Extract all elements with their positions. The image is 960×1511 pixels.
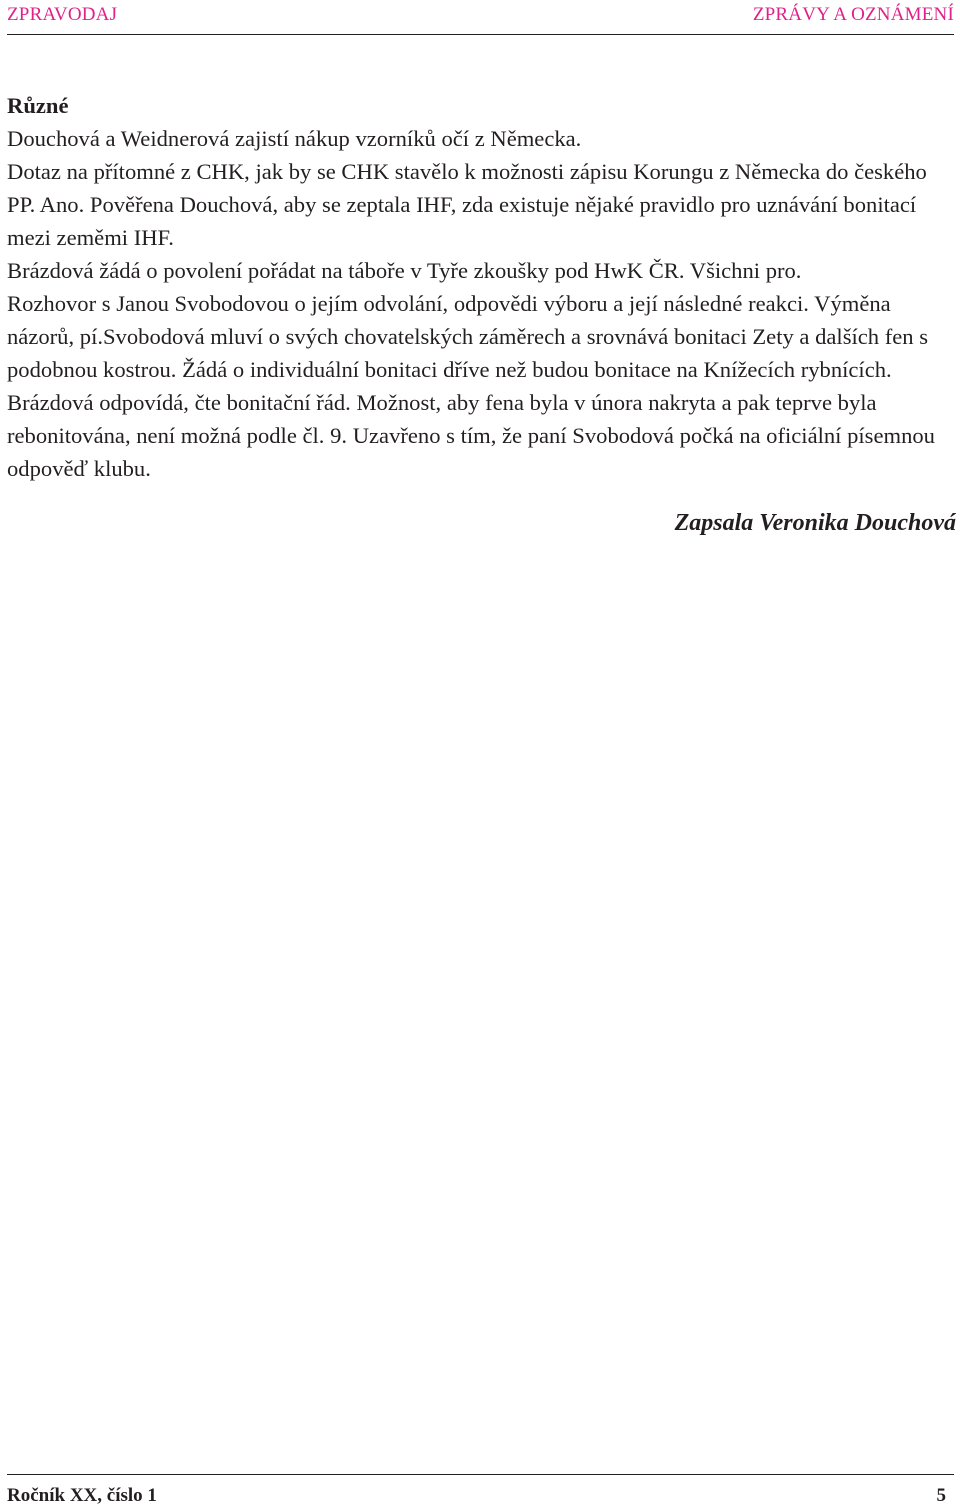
signature: Zapsala Veronika Douchová [674,510,956,536]
section-title: ZPRÁVY A OZNÁMENÍ [752,4,954,25]
publication-title: ZPRAVODAJ [7,4,118,25]
article-body [7,89,957,485]
page-number: 5 [936,1485,946,1506]
page-header [7,0,954,35]
section-heading: Různé [7,93,69,118]
paragraph: Rozhovor s Janou Svobodovou o jejím odvolání, odpovědi výboru a její následné reakci. Výměna názorů, pí.Svobodová mluví o svých chovatelských záměrech a srovnává bonitaci Zety a dalších fen s podobnou kostrou. Žádá o individuální bonitaci dříve než budou bonitace na Knížecích rybnících. Brázdová odpovídá, čte bonitační řád. Možnost, aby fena byla v února nakryta a pak teprve byla rebonitována, není možná podle čl. 9. Uzavřeno s tím, že paní Svobodová počká na oficiální písemnou odpověď klubu. [7,291,935,481]
paragraph: Dotaz na přítomné z CHK, jak by se CHK stavělo k možnosti zápisu Korungu z Německa do českého PP. Ano. Pověřena Douchová, aby se zeptala IHF, zda existuje nějaké pravidlo pro uznávání bonitací mezi zeměmi IHF. [7,159,927,250]
paragraph: Brázdová žádá o povolení pořádat na táboře v Tyře zkoušky pod HwK ČR. Všichni pro. [7,258,802,283]
issue-info: Ročník XX, číslo 1 [7,1485,157,1506]
paragraph: Douchová a Weidnerová zajistí nákup vzorníků očí z Německa. [7,126,582,151]
page-footer [7,1474,954,1511]
